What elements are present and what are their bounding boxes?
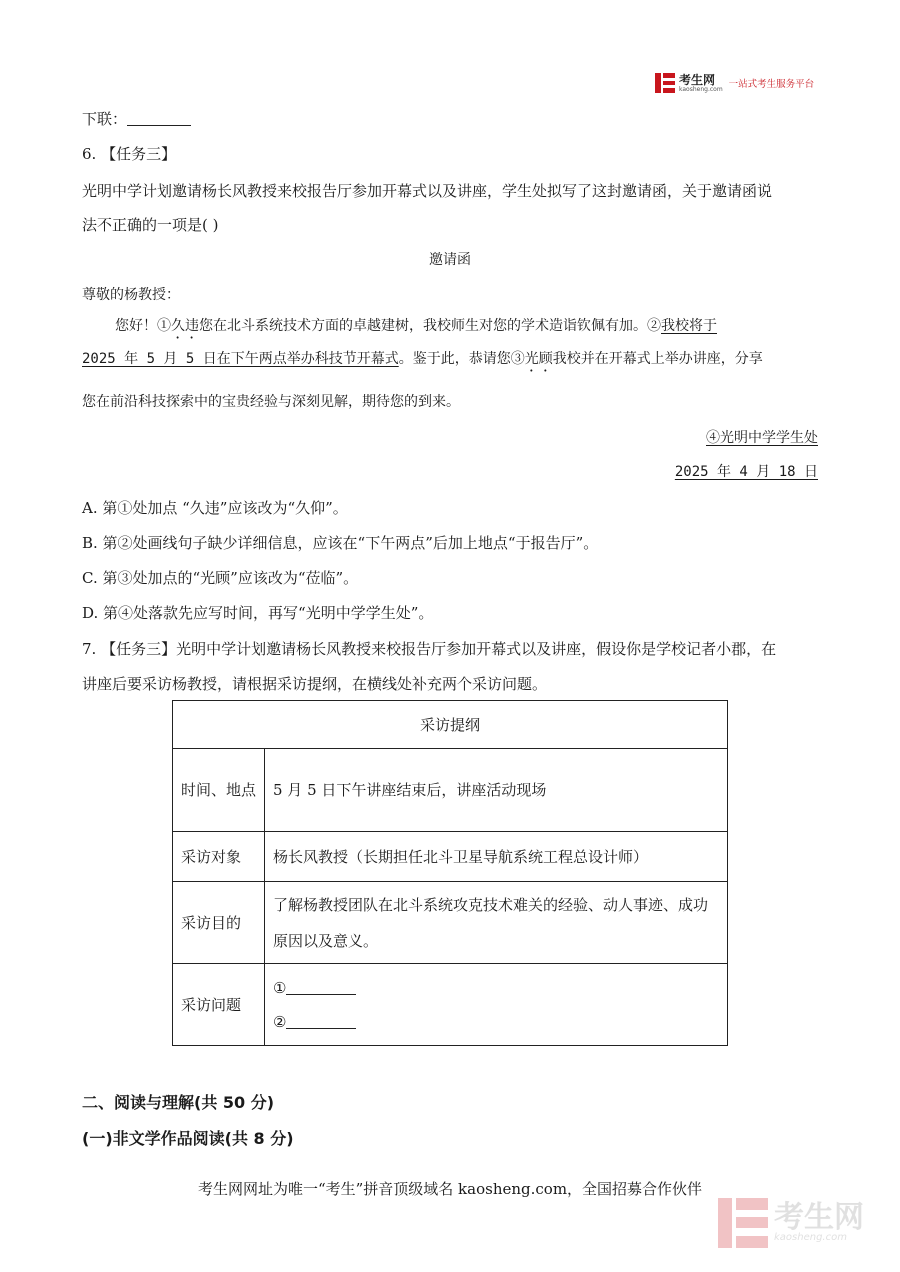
letter-signature: ④光明中学学生处: [706, 430, 818, 446]
xialian-label: 下联：: [82, 110, 128, 128]
row-key-target: 采访对象: [173, 832, 265, 882]
row-value-target: 杨长风教授（长期担任北斗卫星导航系统工程总设计师）: [265, 832, 728, 882]
letter-para-line2: 2025 年 5 月 5 日在下午两点举办科技节开幕式。鉴于此，恭请您③光顾我校并在开幕式上举办讲座，分享: [82, 351, 763, 367]
watermark-name: 考生网: [774, 1200, 864, 1235]
q6-option-c[interactable]: C. 第③处加点的“光顾”应该改为“莅临”。: [82, 569, 359, 587]
table-row: [173, 749, 728, 832]
q6-option-a[interactable]: A. 第①处加点 “久违”应该改为“久仰”。: [82, 499, 348, 517]
q6-stem-line1: 光明中学计划邀请杨长风教授来校报告厅参加开幕式以及讲座，学生处拟写了这封邀请函，关于邀请函说: [82, 182, 773, 200]
logo-name: 考生网: [679, 72, 716, 87]
xialian-blank[interactable]: [127, 111, 191, 126]
letter-heading: 邀请函: [429, 252, 471, 268]
watermark-url: kaosheng.com: [774, 1232, 847, 1243]
letter-salutation: 尊敬的杨教授：: [82, 287, 180, 303]
row-value-time-place: 5 月 5 日下午讲座结束后，讲座活动现场: [265, 749, 728, 832]
header-logo: [655, 72, 814, 94]
underlined-sentence-part1: 我校将于: [661, 318, 717, 334]
table-row: [173, 832, 728, 882]
footer-text: 考生网网址为唯一“考生”拼音顶级域名 kaosheng.com，全国招募合作伙伴: [197, 1180, 703, 1198]
table-title: 采访提纲: [173, 701, 728, 749]
q7-line1: 7. 【任务三】光明中学计划邀请杨长风教授来校报告厅参加开幕式以及讲座，假设你是学校记者小郡，在: [82, 640, 777, 658]
q6-stem-line2: 法不正确的一项是( ): [82, 216, 219, 234]
dotted-word-guanggu: 光顾: [524, 351, 553, 367]
letter-para-line3: 您在前沿科技探索中的宝贵经验与深刻见解，期待您的到来。: [82, 394, 460, 410]
row-key-questions: 采访问题: [173, 964, 265, 1046]
answer-blank-2[interactable]: [286, 1014, 356, 1029]
underlined-sentence-part2: 2025 年 5 月 5 日在下午两点举办科技节开幕式: [82, 351, 399, 367]
section-heading-reading: 二、阅读与理解(共 50 分): [82, 1093, 275, 1112]
table-row: [173, 964, 728, 1046]
table-row: [173, 882, 728, 964]
q6-option-d[interactable]: D. 第④处落款先应写时间，再写“光明中学学生处”。: [82, 604, 434, 622]
letter-para-line1: 您好！①久违您在北斗系统技术方面的卓越建树，我校师生对您的学术造诣钦佩有加。②我校将于: [115, 318, 717, 334]
watermark-logo: [718, 1198, 864, 1248]
interview-outline-table: [172, 700, 728, 1046]
section-heading-nonliterary: (一)非文学作品阅读(共 8 分): [82, 1129, 294, 1148]
watermark-logo-icon: [718, 1198, 768, 1248]
logo-url: kaosheng.com: [679, 85, 723, 93]
kaosheng-logo-icon: [655, 73, 675, 93]
row-value-questions: ① ②: [265, 964, 728, 1046]
xialian-line: [82, 108, 191, 129]
logo-slogan: 一站式考生服务平台: [728, 79, 815, 90]
dotted-word-jiuwei: 久违: [171, 318, 199, 334]
row-value-purpose: 了解杨教授团队在北斗系统攻克技术难关的经验、动人事迹、成功原因以及意义。: [265, 882, 728, 964]
answer-blank-1[interactable]: [286, 980, 356, 995]
q6-title: 6. 【任务三】: [82, 145, 177, 163]
letter-date: 2025 年 4 月 18 日: [674, 464, 818, 480]
q6-option-b[interactable]: B. 第②处画线句子缺少详细信息，应该在“下午两点”后加上地点“于报告厅”。: [82, 534, 599, 552]
row-key-time-place: 时间、地点: [173, 749, 265, 832]
q7-line2: 讲座后要采访杨教授，请根据采访提纲，在横线处补充两个采访问题。: [82, 675, 548, 693]
row-key-purpose: 采访目的: [173, 882, 265, 964]
